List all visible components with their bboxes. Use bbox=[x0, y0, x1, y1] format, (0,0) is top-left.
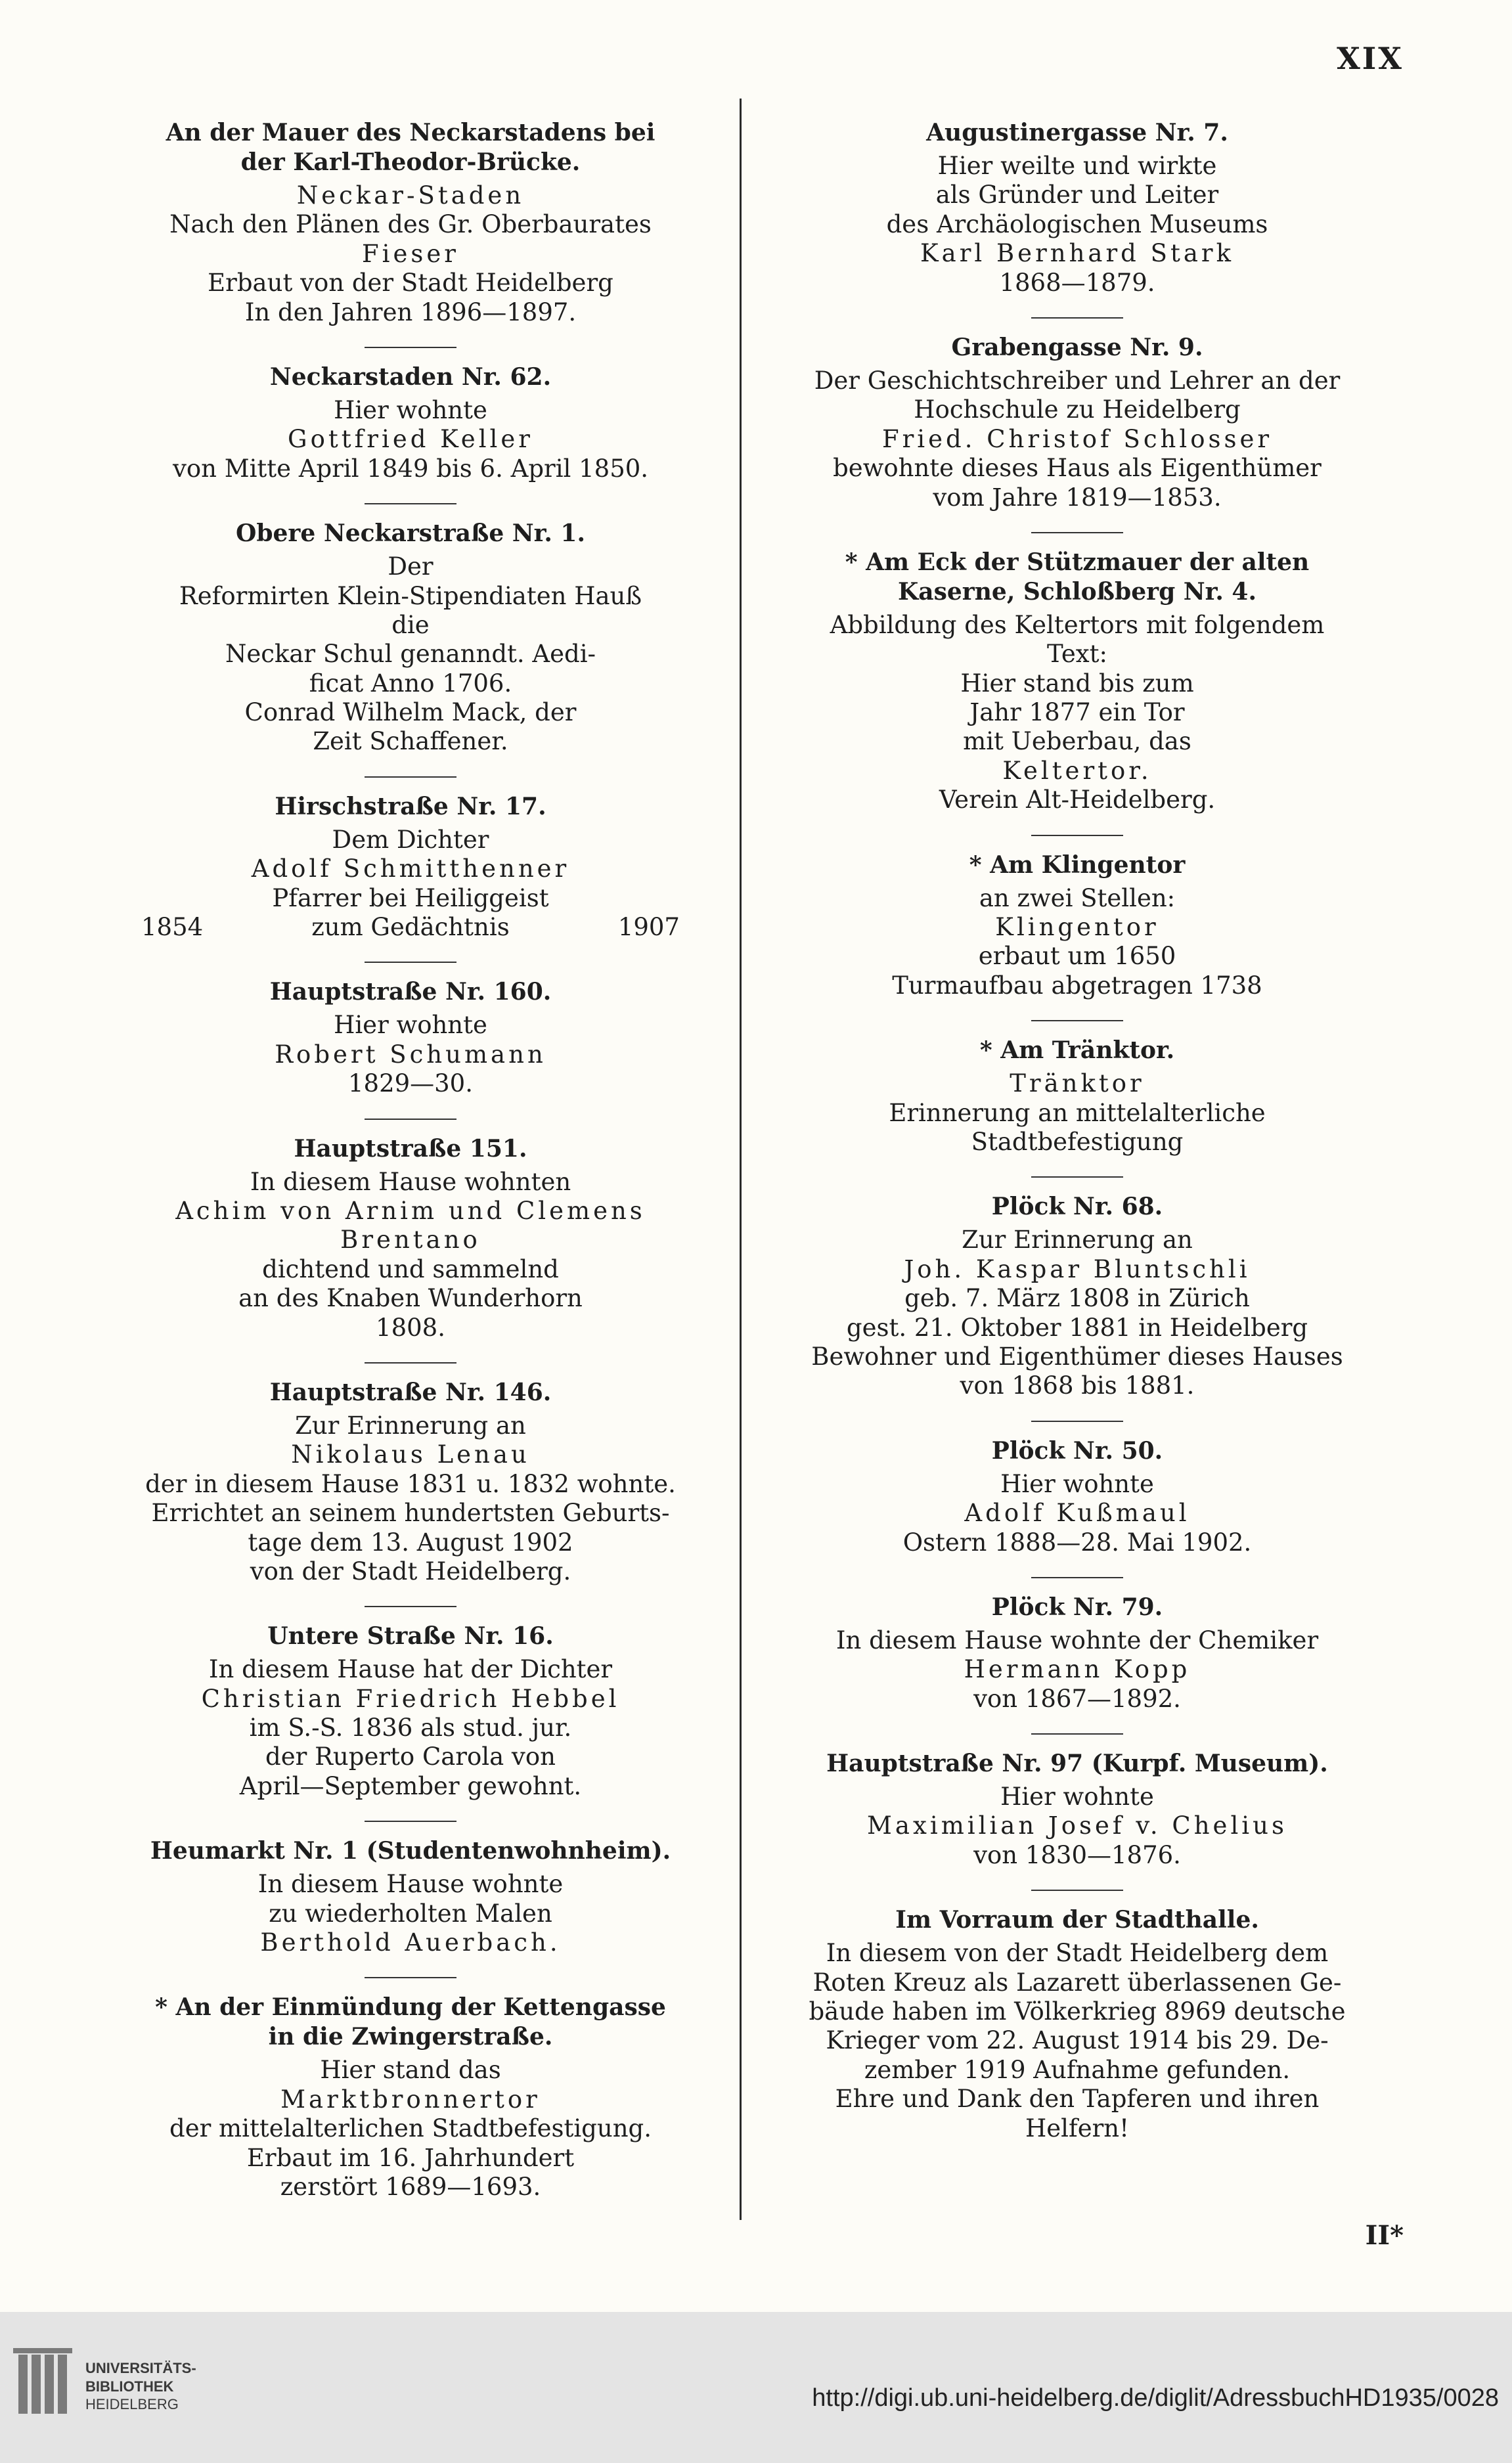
inscription-line: Nikolaus Lenau bbox=[291, 1440, 530, 1469]
inscription-line: In diesem Hause wohnte der Chemiker bbox=[835, 1626, 1319, 1654]
entry-separator bbox=[365, 1362, 456, 1364]
inscription-line: der Ruperto Carola von bbox=[265, 1742, 556, 1771]
inscription-line: Dem Dichter bbox=[332, 825, 489, 854]
inscription-line: Keltertor. bbox=[1002, 756, 1152, 785]
inscription-line: 1868—1879. bbox=[999, 268, 1155, 297]
entry-separator bbox=[365, 776, 456, 778]
source-url-link[interactable]: http://digi.ub.uni-heidelberg.de/diglit/AdressbuchHD1935/0028 bbox=[812, 2384, 1499, 2412]
inscription-line: In diesem Hause wohnte bbox=[257, 1870, 564, 1899]
entry-separator bbox=[1031, 1020, 1123, 1021]
entry-separator bbox=[1031, 835, 1123, 836]
inscription-line: Krieger vom 22. August 1914 bis 29. De- bbox=[826, 2026, 1329, 2055]
inscription-line: dichtend und sammelnd bbox=[262, 1254, 559, 1283]
inscription-line: 1808. bbox=[376, 1313, 445, 1342]
inscription-line: Adolf Kußmaul bbox=[964, 1499, 1190, 1528]
inscription-line: Neckar-Staden bbox=[296, 181, 525, 210]
inscription-line: Turmaufbau abgetragen 1738 bbox=[892, 971, 1262, 1000]
inscription-line: des Archäologischen Museums bbox=[886, 210, 1268, 238]
inscription-entry bbox=[808, 1593, 1346, 1714]
entry-heading: Hauptstraße Nr. 160. bbox=[269, 978, 552, 1006]
entry-heading: Heumarkt Nr. 1 (Studentenwohnheim). bbox=[150, 1837, 671, 1865]
inscription-line: Erinnerung an mittelalterliche bbox=[889, 1098, 1266, 1127]
inscription-line: Conrad Wilhelm Mack, der bbox=[244, 698, 577, 727]
inscription-line: Hochschule zu Heidelberg bbox=[914, 395, 1241, 424]
inscription-line: Fieser bbox=[362, 239, 459, 268]
entry-heading: Untere Straße Nr. 16. bbox=[267, 1622, 554, 1651]
library-name-line: BIBLIOTHEK bbox=[85, 2378, 174, 2395]
inscription-line: Gottfried Keller bbox=[288, 425, 533, 454]
inscription-line: Der Geschichtschreiber und Lehrer an der bbox=[814, 366, 1341, 395]
entry-separator bbox=[365, 1977, 456, 1978]
inscription-line: In den Jahren 1896—1897. bbox=[244, 298, 577, 326]
entry-separator bbox=[1031, 1577, 1123, 1578]
inscription-line: Tränktor bbox=[1010, 1069, 1145, 1098]
entry-heading: Im Vorraum der Stadthalle. bbox=[895, 1906, 1259, 1934]
inscription-line: Hier wohnte bbox=[334, 395, 487, 424]
inscription-line: Christian Friedrich Hebbel bbox=[201, 1684, 620, 1713]
inscription-line: die bbox=[391, 610, 430, 639]
inscription-line: Fried. Christof Schlosser bbox=[881, 424, 1273, 453]
inscription-entry bbox=[808, 851, 1346, 1001]
inscription-line: Robert Schumann bbox=[275, 1040, 546, 1069]
inscription-line: Joh. Kaspar Bluntschli bbox=[904, 1254, 1251, 1283]
inscription-entry bbox=[808, 333, 1346, 512]
inscription-entry bbox=[808, 118, 1346, 298]
entry-heading: Augustinergasse Nr. 7. bbox=[926, 119, 1228, 146]
signature-mark: II* bbox=[1365, 2220, 1404, 2251]
inscription-line: Hier wohnte bbox=[334, 1011, 487, 1040]
inscription-line: Hier weilte und wirkte bbox=[937, 152, 1217, 180]
inscription-line: Adolf Schmitthenner bbox=[251, 854, 570, 883]
inscription-line: Stadtbefestigung bbox=[971, 1127, 1184, 1156]
entry-separator bbox=[1031, 1890, 1123, 1891]
inscription-line: von 1830—1876. bbox=[973, 1840, 1181, 1869]
inscription-line-part: zum Gedächtnis bbox=[311, 913, 510, 942]
entry-heading: Grabengasse Nr. 9. bbox=[951, 333, 1203, 361]
left-column bbox=[141, 118, 680, 2221]
inscription-line: mit Ueberbau, das bbox=[963, 727, 1191, 756]
entry-heading: Hauptstraße Nr. 146. bbox=[269, 1378, 552, 1406]
entry-separator bbox=[365, 1606, 456, 1607]
inscription-line: Klingentor bbox=[995, 913, 1159, 942]
entry-separator bbox=[365, 347, 456, 348]
inscription-line: Text: bbox=[1047, 640, 1107, 669]
inscription-line: ficat Anno 1706. bbox=[309, 669, 512, 698]
inscription-entry bbox=[808, 548, 1346, 815]
inscription-line: Zur Erinnerung an bbox=[295, 1411, 526, 1440]
entry-separator bbox=[1031, 317, 1123, 319]
inscription-entry bbox=[808, 1436, 1346, 1557]
inscription-line: Hier stand das bbox=[320, 2056, 501, 2085]
inscription-line: von Mitte April 1849 bis 6. April 1850. bbox=[172, 454, 649, 483]
inscription-line: bewohnte dieses Haus als Eigenthümer bbox=[833, 454, 1322, 483]
inscription-line: im S.-S. 1836 als stud. jur. bbox=[249, 1714, 572, 1742]
inscription-line: von 1867—1892. bbox=[973, 1684, 1181, 1713]
library-name-line: HEIDELBERG bbox=[85, 2396, 179, 2412]
inscription-line: April—September gewohnt. bbox=[239, 1771, 582, 1800]
entry-separator bbox=[365, 1119, 456, 1120]
library-name bbox=[85, 2359, 196, 2414]
library-logo-icon bbox=[13, 2348, 72, 2420]
inscription-line: der in diesem Hause 1831 u. 1832 wohnte. bbox=[145, 1469, 676, 1498]
inscription-entry bbox=[141, 1134, 680, 1342]
inscription-line: Bewohner und Eigenthümer dieses Hauses bbox=[811, 1342, 1343, 1371]
entry-heading: Neckarstaden Nr. 62. bbox=[269, 363, 552, 391]
inscription-line: 1829—30. bbox=[347, 1069, 473, 1098]
entry-heading: * Am Eck der Stützmauer der alten Kaserne, Schloßberg Nr. 4. bbox=[845, 548, 1310, 606]
inscription-entry bbox=[808, 1749, 1346, 1870]
entry-heading: * Am Klingentor bbox=[969, 851, 1186, 879]
entry-heading: Plöck Nr. 50. bbox=[991, 1436, 1163, 1465]
inscription-line-part: 1854 bbox=[141, 913, 204, 942]
page-number: XIX bbox=[1337, 41, 1404, 76]
entry-separator bbox=[1031, 1421, 1123, 1422]
inscription-entry bbox=[141, 977, 680, 1098]
right-column bbox=[808, 118, 1346, 2163]
inscription-entry bbox=[141, 363, 680, 483]
inscription-line: Pfarrer bei Heiliggeist bbox=[272, 883, 549, 912]
inscription-line: Verein Alt-Heidelberg. bbox=[939, 786, 1216, 814]
inscription-line: Errichtet an seinem hundertsten Geburts- bbox=[151, 1499, 670, 1528]
inscription-entry bbox=[141, 519, 680, 757]
inscription-line-part: 1907 bbox=[617, 913, 680, 942]
inscription-entry bbox=[808, 1036, 1346, 1157]
entry-heading: * Am Tränktor. bbox=[979, 1036, 1175, 1065]
entry-separator bbox=[1031, 532, 1123, 533]
inscription-line: Jahr 1877 ein Tor bbox=[969, 698, 1185, 727]
inscription-line: Zur Erinnerung an bbox=[962, 1226, 1193, 1254]
inscription-line: Helfern! bbox=[1025, 2114, 1129, 2142]
inscription-line: Erbaut von der Stadt Heidelberg bbox=[208, 269, 613, 298]
entry-separator bbox=[365, 1821, 456, 1822]
inscription-line: zember 1919 Aufnahme gefunden. bbox=[864, 2055, 1291, 2084]
inscription-line: Brentano bbox=[340, 1226, 481, 1254]
inscription-line: erbaut um 1650 bbox=[978, 942, 1176, 971]
inscription-line: Zeit Schaffener. bbox=[313, 727, 508, 756]
inscription-line: an des Knaben Wunderhorn bbox=[238, 1284, 583, 1313]
inscription-line: Erbaut im 16. Jahrhundert bbox=[246, 2143, 575, 2172]
inscription-line: zerstört 1689—1693. bbox=[280, 2172, 541, 2201]
entry-separator bbox=[365, 962, 456, 963]
inscription-line: In diesem Hause hat der Dichter bbox=[208, 1655, 613, 1684]
entry-separator bbox=[1031, 1733, 1123, 1735]
inscription-entry bbox=[141, 118, 680, 327]
entry-heading: Obere Neckarstraße Nr. 1. bbox=[235, 520, 585, 548]
inscription-line: zu wiederholten Malen bbox=[269, 1899, 552, 1928]
inscription-line: bäude haben im Völkerkrieg 8969 deutsche bbox=[809, 1997, 1346, 2026]
entry-heading: * An der Einmündung der Kettengasse in die Zwingerstraße. bbox=[155, 1993, 666, 2051]
inscription-entry bbox=[808, 1192, 1346, 1400]
inscription-entry bbox=[141, 792, 680, 943]
inscription-line: Karl Bernhard Stark bbox=[920, 239, 1234, 268]
inscription-line: an zwei Stellen: bbox=[979, 883, 1176, 912]
inscription-line: von 1868 bis 1881. bbox=[960, 1371, 1195, 1400]
inscription-line: Reformirten Klein-Stipendiaten Hauß bbox=[179, 581, 642, 610]
inscription-line: gest. 21. Oktober 1881 in Heidelberg bbox=[846, 1313, 1308, 1342]
inscription-line: Ostern 1888—28. Mai 1902. bbox=[902, 1528, 1252, 1557]
library-name-line: UNIVERSITÄTS- bbox=[85, 2360, 196, 2376]
inscription-line: Hier wohnte bbox=[1000, 1469, 1154, 1498]
inscription-line: Maximilian Josef v. Chelius bbox=[867, 1811, 1287, 1840]
inscription-line: Ehre und Dank den Tapferen und ihren bbox=[835, 2085, 1320, 2114]
inscription-line: Berthold Auerbach. bbox=[260, 1928, 561, 1957]
entry-heading: Hauptstraße 151. bbox=[294, 1134, 527, 1163]
inscription-line: tage dem 13. August 1902 bbox=[248, 1528, 573, 1557]
entry-heading: Plöck Nr. 68. bbox=[991, 1193, 1163, 1221]
inscription-line: Hier wohnte bbox=[1000, 1783, 1154, 1811]
inscription-line: In diesem Hause wohnten bbox=[250, 1167, 571, 1196]
inscription-line bbox=[141, 913, 680, 942]
inscription-line: geb. 7. März 1808 in Zürich bbox=[904, 1284, 1250, 1313]
inscription-line: Neckar Schul genanndt. Aedi- bbox=[225, 640, 596, 669]
inscription-line: von der Stadt Heidelberg. bbox=[250, 1557, 571, 1586]
inscription-line: Der bbox=[388, 552, 434, 581]
entry-separator bbox=[365, 503, 456, 504]
inscription-line: Roten Kreuz als Lazarett überlassenen Ge- bbox=[812, 1968, 1342, 1997]
entry-heading: Hauptstraße Nr. 97 (Kurpf. Museum). bbox=[826, 1750, 1328, 1778]
footer-bar bbox=[0, 2312, 1512, 2463]
entry-heading: Hirschstraße Nr. 17. bbox=[275, 792, 546, 820]
inscription-entry bbox=[808, 1905, 1346, 2143]
inscription-line: vom Jahre 1819—1853. bbox=[933, 483, 1222, 512]
inscription-entry bbox=[141, 1622, 680, 1801]
inscription-line: als Gründer und Leiter bbox=[935, 181, 1219, 210]
entry-heading: Plöck Nr. 79. bbox=[991, 1593, 1163, 1621]
inscription-entry bbox=[141, 1378, 680, 1586]
inscription-line: Nach den Plänen des Gr. Oberbaurates bbox=[169, 210, 652, 239]
inscription-line: Hier stand bis zum bbox=[960, 669, 1194, 698]
inscription-line: Achim von Arnim und Clemens bbox=[175, 1196, 646, 1225]
inscription-line: der mittelalterlichen Stadtbefestigung. bbox=[169, 2114, 652, 2143]
inscription-entry bbox=[141, 1993, 680, 2202]
inscription-line: Abbildung des Keltertors mit folgendem bbox=[830, 610, 1325, 639]
inscription-line: In diesem von der Stadt Heidelberg dem bbox=[826, 1939, 1329, 1968]
inscription-line: Marktbronnertor bbox=[280, 2085, 541, 2114]
entry-separator bbox=[1031, 1176, 1123, 1178]
column-divider bbox=[740, 99, 742, 2220]
inscription-line: Hermann Kopp bbox=[964, 1655, 1191, 1684]
inscription-entry bbox=[141, 1836, 680, 1957]
entry-heading: An der Mauer des Neckarstadens bei der Karl-Theodor-Brücke. bbox=[166, 119, 656, 176]
